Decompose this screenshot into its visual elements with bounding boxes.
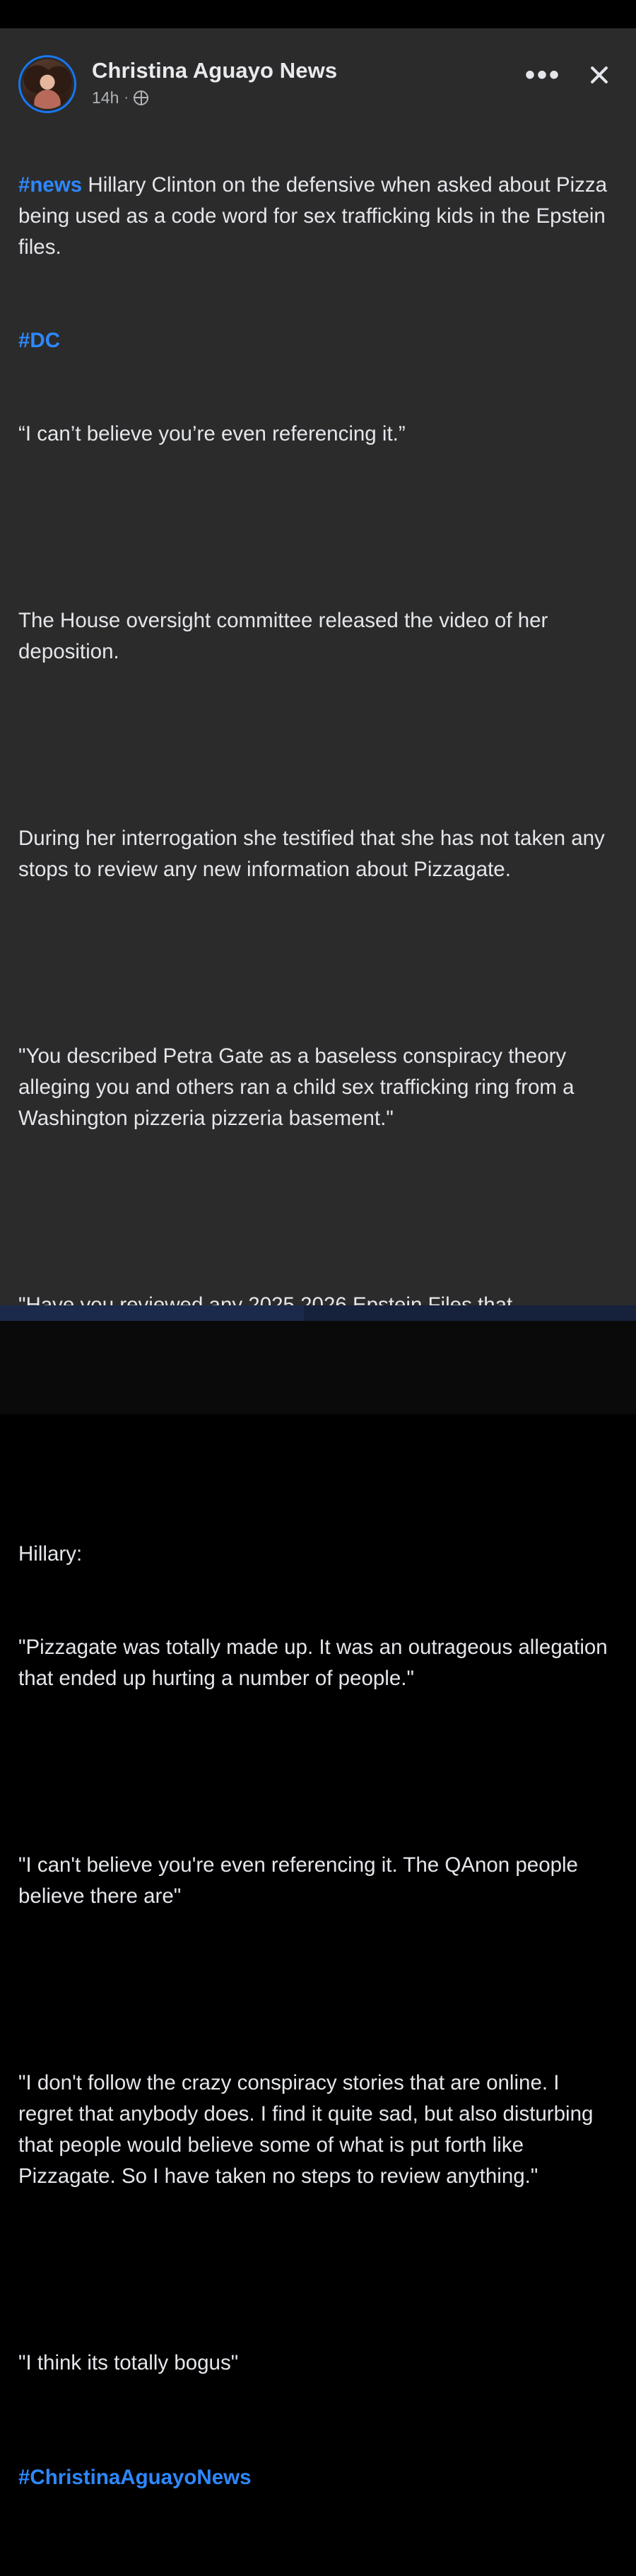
globe-icon bbox=[134, 91, 148, 105]
post-paragraph-7: "I don't follow the crazy conspiracy stories that are online. I regret that anybody does. I find it quite sad, but also disturbing that people would believe some of what is put forth like Pizzagate. So I have taken no steps to review anything." bbox=[18, 2071, 599, 2188]
post-paragraph-3: "You described Petra Gate as a baseless conspiracy theory alleging you and others ran a child sex trafficking ring from a Washington pizzeria pizzeria basement." bbox=[18, 1044, 580, 1130]
post-paragraph-8: "I think its totally bogus" bbox=[18, 2351, 239, 2374]
header-actions bbox=[524, 55, 612, 91]
avatar-image bbox=[23, 59, 72, 109]
media-strip-segment bbox=[304, 1305, 636, 1321]
hashtag-dc[interactable]: #DC bbox=[18, 329, 61, 352]
more-options-icon[interactable]: ••• bbox=[524, 59, 561, 91]
post-paragraph-6: "I can't believe you're even referencing it. The QAnon people believe there are" bbox=[18, 1853, 584, 1908]
spacer bbox=[18, 1445, 618, 1476]
post-timestamp[interactable]: 14h bbox=[92, 88, 119, 107]
hashtag-dc-line bbox=[18, 325, 618, 356]
post-quote-1: “I can’t believe you’re even referencing it.” bbox=[18, 422, 406, 445]
post-card bbox=[0, 28, 636, 2489]
spacer bbox=[18, 730, 618, 761]
hashtag-christina-aguayo-news[interactable]: #ChristinaAguayoNews bbox=[18, 2465, 252, 2489]
post-header bbox=[0, 28, 636, 107]
meta-separator: · bbox=[124, 90, 129, 105]
post-paragraph-1: The House oversight committee released the video of her deposition. bbox=[18, 609, 554, 663]
hashtag-news[interactable]: #news bbox=[18, 173, 83, 197]
spacer bbox=[18, 1756, 618, 1788]
spacer bbox=[18, 2254, 618, 2285]
author-name[interactable]: Christina Aguayo News bbox=[92, 58, 338, 83]
post-meta bbox=[92, 88, 525, 107]
spacer bbox=[18, 948, 618, 979]
post-paragraph-intro bbox=[18, 170, 618, 263]
bottom-navigation-bar bbox=[0, 1321, 636, 1414]
post-speaker-label: Hillary: bbox=[18, 1542, 83, 1566]
author-block bbox=[92, 55, 525, 107]
spacer bbox=[18, 1196, 618, 1228]
post-paragraph-2: During her interrogation she testified that she has not taken any stops to review any new information about Pizzagate. bbox=[18, 827, 611, 881]
spacer bbox=[18, 512, 618, 543]
spacer bbox=[18, 1974, 618, 2005]
avatar[interactable] bbox=[18, 55, 76, 113]
post-paragraph-5: "Pizzagate was totally made up. It was an outrageous allegation that ended up hurting a number of people." bbox=[18, 1636, 613, 1690]
intro-text: Hillary Clinton on the defensive when asked about Pizza being used as a code word for sex trafficking kids in the Epstein files. bbox=[18, 173, 613, 259]
status-bar bbox=[0, 0, 636, 28]
close-icon[interactable] bbox=[587, 62, 612, 88]
media-strip bbox=[0, 1305, 636, 1321]
